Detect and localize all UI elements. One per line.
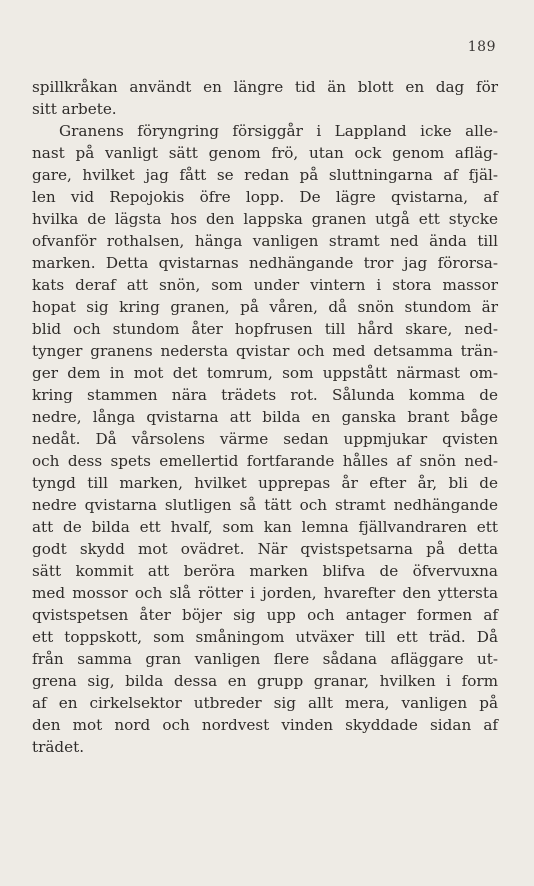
text-line: nast på vanligt sätt genom frö, utan ock genom afläg- (32, 144, 498, 162)
text-line: hvilka de lägsta hos den lappska granen utgå ett stycke (32, 210, 498, 228)
text-line: spillkråkan användt en längre tid än blott en dag för (32, 78, 498, 96)
text-line: af en cirkelsektor utbreder sig allt mera, vanligen på (32, 694, 498, 712)
text-line: hopat sig kring granen, på våren, då snön stundom är (32, 298, 498, 316)
text-line: trädet. (32, 738, 85, 756)
text-line: den mot nord och nordvest vinden skyddade sidan af (32, 716, 498, 734)
text-line: med mossor och slå rötter i jorden, hvarefter den yttersta (32, 584, 498, 602)
text-line: nedre, långa qvistarna att bilda en ganska brant båge (32, 408, 498, 426)
text-line: len vid Repojokis öfre lopp. De lägre qvistarna, af (32, 188, 498, 206)
text-line: ger dem in mot det tomrum, som uppstått närmast om- (32, 364, 498, 382)
text-line: nedre qvistarna slutligen så tätt och stramt nedhängande (32, 496, 498, 514)
text-line: att de bilda ett hvalf, som kan lemna fjällvandraren ett (32, 518, 498, 536)
text-line: nedåt. Då vårsolens värme sedan uppmjukar qvisten (32, 430, 498, 448)
text-line: ett toppskott, som småningom utväxer till ett träd. Då (32, 628, 498, 646)
text-line: Granens föryngring försiggår i Lappland icke alle- (59, 122, 498, 140)
page-number: 189 (467, 39, 496, 55)
text-line: marken. Detta qvistarnas nedhängande tror jag förorsa- (32, 254, 498, 272)
text-line: tyngd till marken, hvilket upprepas år efter år, bli de (32, 474, 498, 492)
text-line: gare, hvilket jag fått se redan på sluttningarna af fjäl- (32, 166, 498, 184)
text-line: sitt arbete. (32, 100, 117, 118)
text-line: och dess spets emellertid fortfarande hålles af snön ned- (32, 452, 498, 470)
text-line: sätt kommit att beröra marken blifva de öfvervuxna (32, 562, 498, 580)
text-line: från samma gran vanligen flere sådana afläggare ut- (32, 650, 498, 668)
text-line: godt skydd mot ovädret. När qvistspetsarna på detta (32, 540, 498, 558)
text-line: kring stammen nära trädets rot. Sålunda komma de (32, 386, 498, 404)
text-line: ofvanför rothalsen, hänga vanligen stramt ned ända till (32, 232, 498, 250)
text-line: kats deraf att snön, som under vintern i stora massor (32, 276, 498, 294)
text-line: blid och stundom åter hopfrusen till hård skare, ned- (32, 320, 498, 338)
text-line: tynger granens nedersta qvistar och med detsamma trän- (32, 342, 498, 360)
text-line: grena sig, bilda dessa en grupp granar, hvilken i form (32, 672, 498, 690)
text-line: qvistspetsen åter böjer sig upp och antager formen af (32, 606, 498, 624)
